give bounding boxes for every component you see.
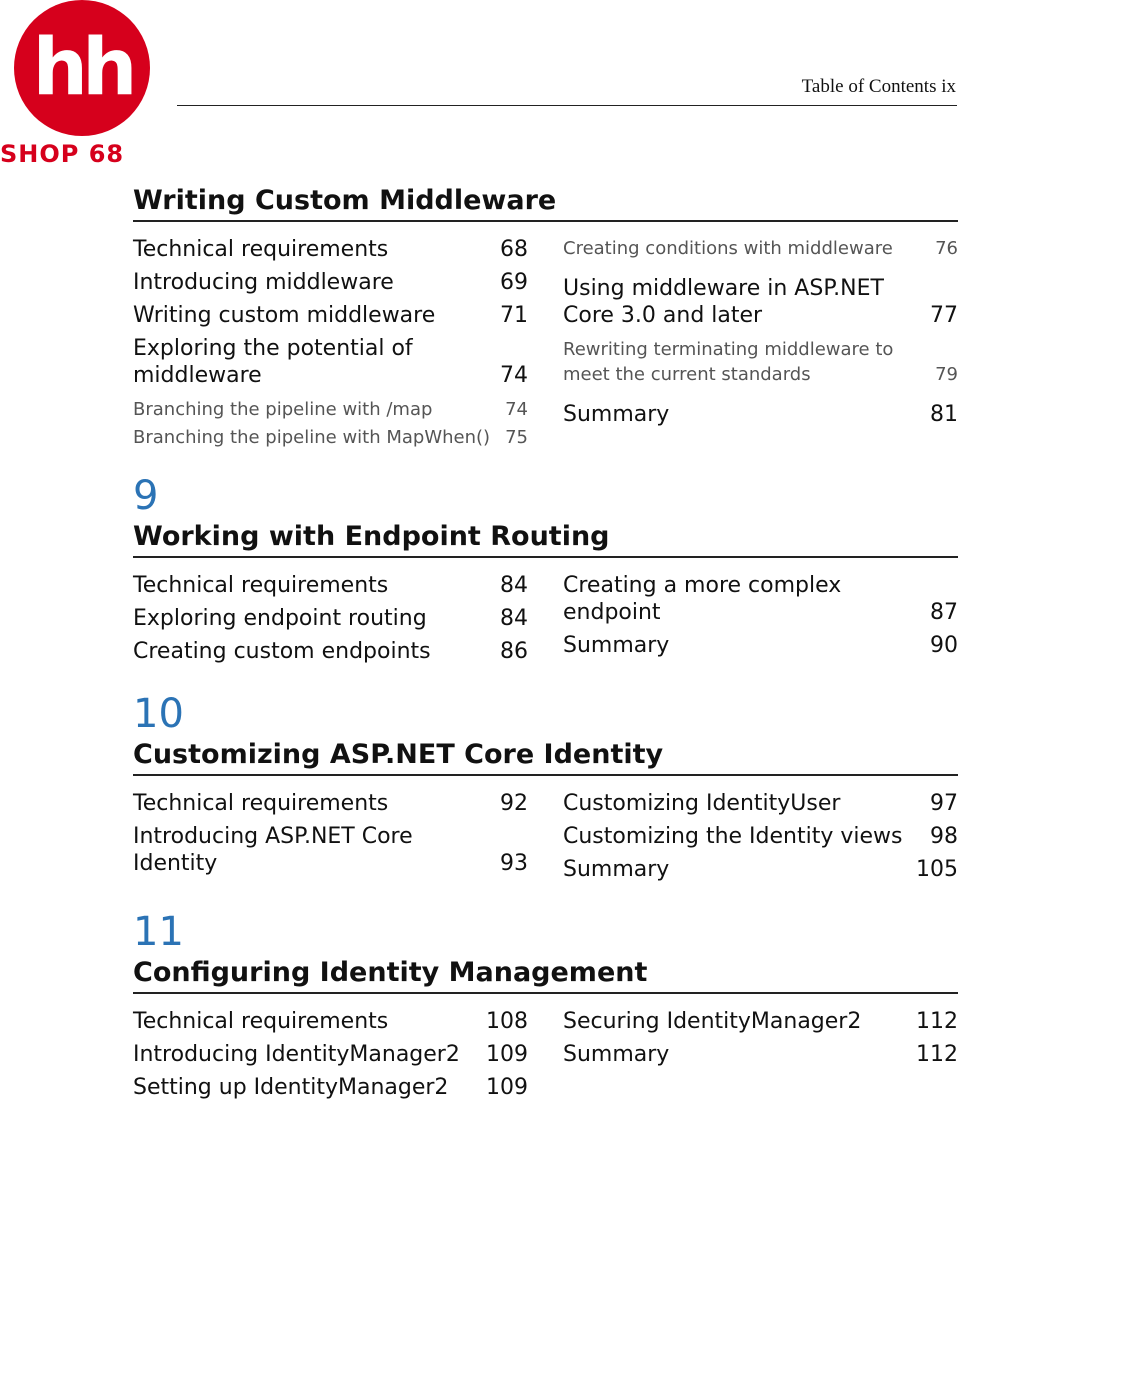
toc-entry[interactable]: Introducing ASP.NET Core Identity 93 — [133, 824, 528, 876]
toc-subentry[interactable]: Rewriting terminating middleware to meet the current standards 79 — [563, 339, 958, 385]
header-rule — [177, 105, 957, 106]
chapter-10 — [133, 692, 958, 889]
chapter-8 — [133, 182, 958, 453]
toc-entry[interactable]: Introducing IdentityManager2 109 — [133, 1042, 528, 1067]
running-header: Table of Contents ix — [801, 76, 956, 97]
toc-entry[interactable]: Customizing IdentityUser 97 — [563, 791, 958, 816]
toc-subentry[interactable]: Creating conditions with middleware 76 — [563, 238, 958, 259]
hh-logo-mark: hh — [14, 0, 150, 136]
chapter-title: Configuring Identity Management — [133, 954, 958, 994]
toc-entry[interactable]: Summary 81 — [563, 402, 958, 427]
chapter-number: 11 — [133, 909, 184, 955]
toc-entry[interactable]: Creating custom endpoints 86 — [133, 639, 528, 664]
toc-left-column — [133, 236, 528, 453]
toc-entry[interactable]: Technical requirements 84 — [133, 573, 528, 598]
chapter-title: Customizing ASP.NET Core Identity — [133, 736, 958, 776]
shop-logo — [0, 0, 160, 180]
chapter-title: Writing Custom Middleware — [133, 182, 958, 222]
toc-entry[interactable]: Introducing middleware 69 — [133, 270, 528, 295]
toc-entry[interactable]: Exploring endpoint routing 84 — [133, 606, 528, 631]
toc-left-column — [133, 572, 528, 671]
toc-entry[interactable]: Exploring the potential of middleware 74 — [133, 336, 528, 388]
toc-entry[interactable]: Summary 112 — [563, 1042, 958, 1067]
toc-subentry[interactable]: Branching the pipeline with /map 74 — [133, 399, 528, 420]
chapter-11 — [133, 910, 958, 1107]
toc-right-column — [563, 790, 958, 889]
toc-entry[interactable]: Creating a more complex endpoint 87 — [563, 573, 958, 625]
toc-entry[interactable]: Using middleware in ASP.NET Core 3.0 and later 77 — [563, 276, 958, 328]
toc-entry[interactable]: Writing custom middleware 71 — [133, 303, 528, 328]
toc-right-column — [563, 1008, 958, 1107]
chapter-9 — [133, 474, 958, 671]
toc-right-column — [563, 572, 958, 671]
toc-entry[interactable]: Summary 105 — [563, 857, 958, 882]
toc-entry[interactable]: Setting up IdentityManager2 109 — [133, 1075, 528, 1100]
chapter-title: Working with Endpoint Routing — [133, 518, 958, 558]
toc-entry[interactable]: Technical requirements 68 — [133, 237, 528, 262]
chapter-number: 9 — [133, 473, 159, 519]
shop-label: SHOP 68 — [0, 140, 125, 168]
toc-left-column — [133, 790, 528, 889]
toc-entry[interactable]: Securing IdentityManager2 112 — [563, 1009, 958, 1034]
toc-left-column — [133, 1008, 528, 1107]
toc-entry[interactable]: Technical requirements 108 — [133, 1009, 528, 1034]
toc-entry[interactable]: Technical requirements 92 — [133, 791, 528, 816]
toc-entry[interactable]: Customizing the Identity views 98 — [563, 824, 958, 849]
chapter-number: 10 — [133, 691, 184, 737]
toc-entry[interactable]: Summary 90 — [563, 633, 958, 658]
toc-subentry[interactable]: Branching the pipeline with MapWhen() 75 — [133, 427, 528, 448]
toc-right-column — [563, 236, 958, 453]
